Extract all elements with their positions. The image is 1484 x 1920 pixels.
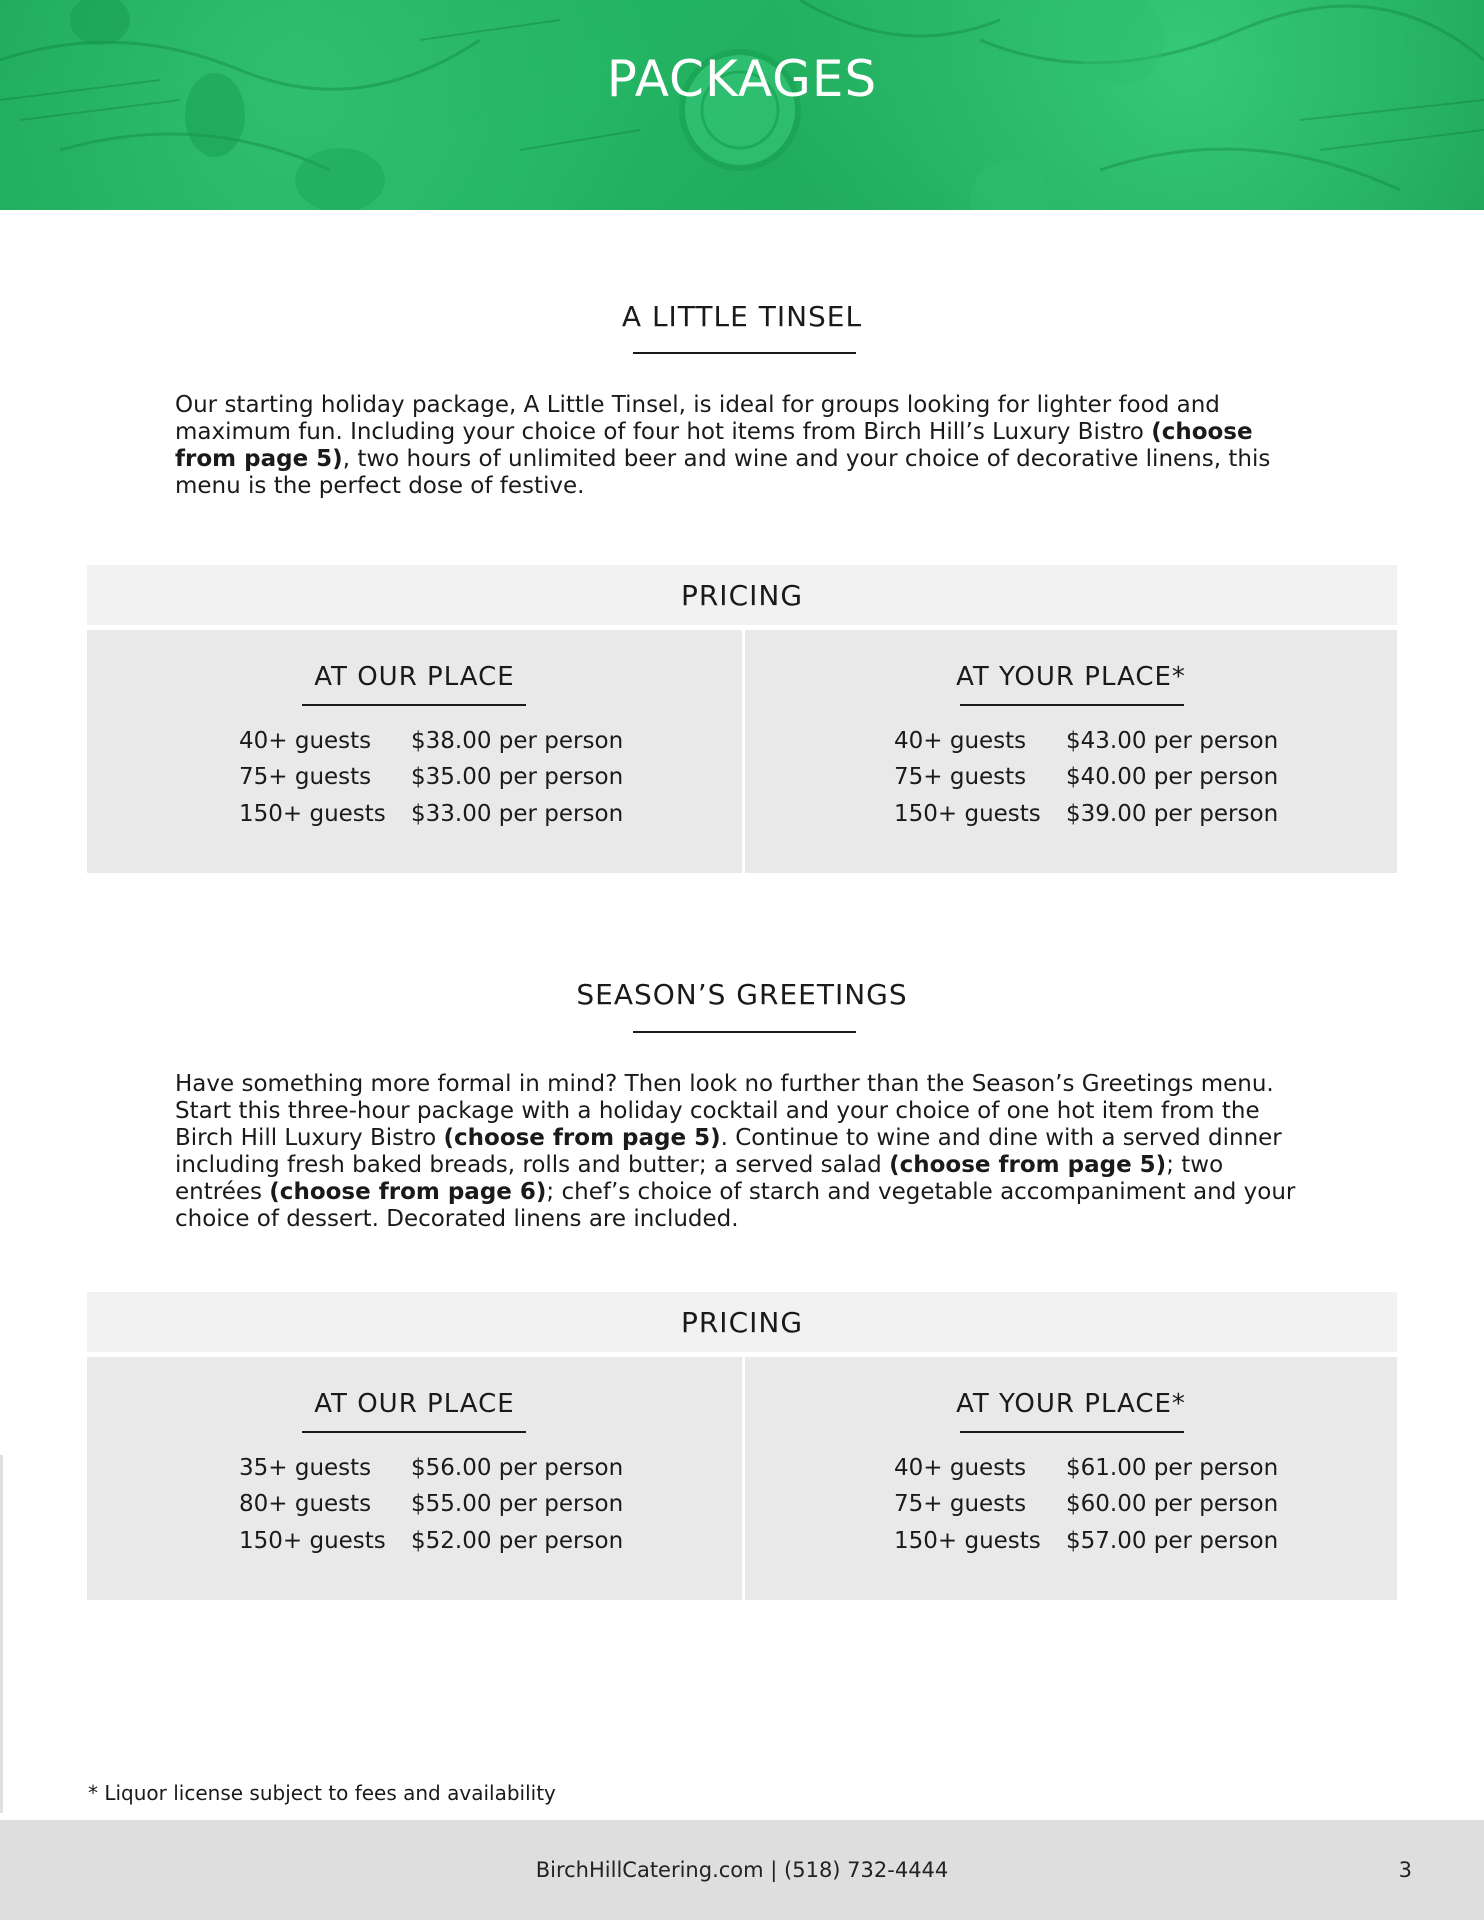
pricing-column-your-place: AT YOUR PLACE* 40+ guests $61.00 per person 75+ guests $60.00 per person 150+ guests $57.00 per person — [745, 1357, 1397, 1600]
page-reference: (choose from page 5) — [175, 419, 1253, 472]
description-text: Our starting holiday package, A Little Tinsel, is ideal for groups looking for lighter food and maximum fun. Including your choice of four hot items from Birch Hill’s Luxury Bistro — [175, 392, 1220, 445]
description-text: ; chef’s choice of starch and vegetable accompaniment and your choice of dessert. Decorated linens are included. — [175, 1179, 1296, 1232]
description-text: . Continue to wine and dine with a served dinner including fresh baked breads, rolls and butter; a served salad — [175, 1125, 1282, 1178]
page-title: PACKAGES — [606, 50, 878, 108]
page-reference: (choose from page 6) — [269, 1179, 547, 1205]
page-reference: (choose from page 5) — [443, 1125, 721, 1151]
column-title: AT YOUR PLACE* — [956, 662, 1186, 692]
column-title: AT OUR PLACE — [314, 1389, 515, 1419]
page-edge-divider — [0, 1455, 3, 1813]
title-underline — [633, 1031, 856, 1033]
pricing-column-our-place: AT OUR PLACE 35+ guests $56.00 per person 80+ guests $55.00 per person 150+ guests $52.00 per person — [87, 1357, 742, 1600]
description-text: ; two entrées — [175, 1152, 1224, 1205]
pricing-header: PRICING — [87, 1292, 1397, 1352]
footnote: * Liquor license subject to fees and availability — [88, 1781, 556, 1805]
column-underline — [302, 704, 526, 706]
column-underline — [302, 1431, 526, 1433]
header-banner — [0, 0, 1484, 210]
page-footer — [0, 1820, 1484, 1920]
column-underline — [960, 1431, 1184, 1433]
column-underline — [960, 704, 1184, 706]
pricing-column-your-place: AT YOUR PLACE* 40+ guests $43.00 per person 75+ guests $40.00 per person 150+ guests $39.00 per person — [745, 630, 1397, 873]
footer-contact: BirchHillCatering.com | (518) 732-4444 — [535, 1858, 949, 1882]
title-underline — [633, 352, 856, 354]
package-title: SEASON’S GREETINGS — [576, 978, 908, 1011]
pricing-header: PRICING — [87, 565, 1397, 625]
description-text: Have something more formal in mind? Then look no further than the Season’s Greetings menu. Start this three-hour package with a holiday cocktail and your choice of one hot item from the Birch Hill Luxury Bistro — [175, 1071, 1274, 1151]
column-title: AT OUR PLACE — [314, 662, 515, 692]
package-title: A LITTLE TINSEL — [621, 300, 863, 333]
package-description — [175, 1071, 1315, 1233]
page-number: 3 — [1398, 1858, 1412, 1882]
pricing-column-our-place: AT OUR PLACE 40+ guests $38.00 per person 75+ guests $35.00 per person 150+ guests $33.00 per person — [87, 630, 742, 873]
page-reference: (choose from page 5) — [889, 1152, 1167, 1178]
column-title: AT YOUR PLACE* — [956, 1389, 1186, 1419]
package-description — [175, 392, 1315, 500]
description-text: , two hours of unlimited beer and wine and your choice of decorative linens, this menu is the perfect dose of festive. — [175, 446, 1271, 499]
